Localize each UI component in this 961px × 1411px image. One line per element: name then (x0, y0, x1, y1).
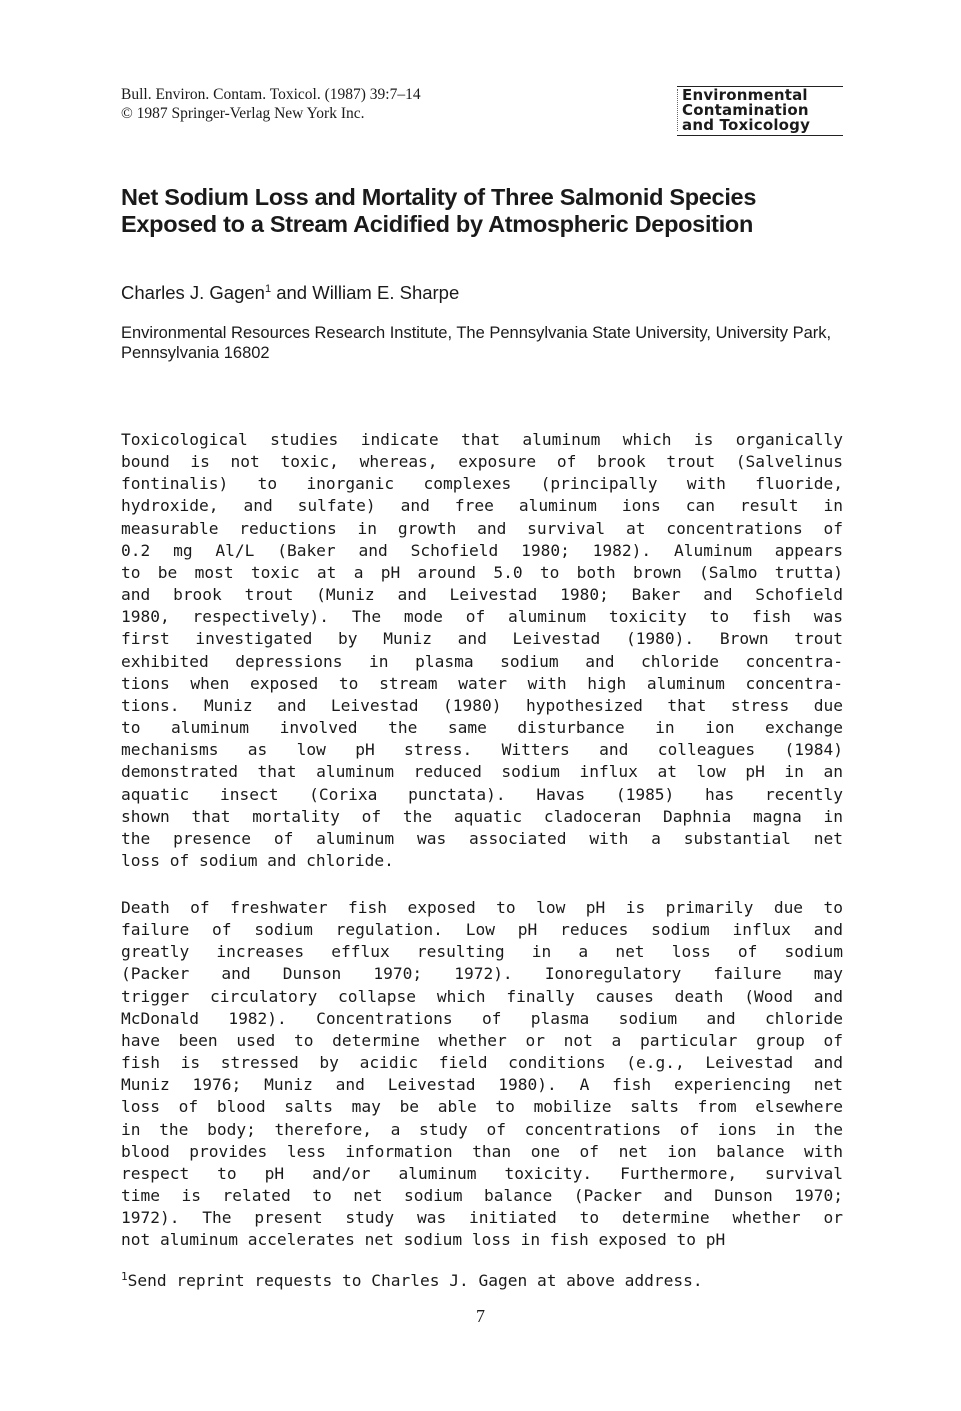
citation-block (121, 85, 421, 123)
text-line: Muniz 1976; Muniz and Leivestad 1980). A fish experiencing net (121, 1075, 843, 1095)
text-line: trigger circulatory collapse which finally causes death (Wood and (121, 986, 843, 1006)
footnote (121, 1270, 703, 1292)
text-line: 1972). The present study was initiated to determine whether or (121, 1208, 843, 1228)
author-gagen: Charles J. Gagen (121, 282, 265, 303)
page-number: 7 (476, 1306, 485, 1326)
affiliation: Environmental Resources Research Institute, The Pennsylvania State University, University Park, Pennsylvania 16802 (121, 324, 832, 362)
text-line: respect to pH and/or aluminum toxicity. Furthermore, survival (121, 1163, 843, 1183)
logo-spine-mark (677, 89, 681, 131)
text-line: fish is stressed by acidic field conditions (e.g., Leivestad and (121, 1053, 843, 1073)
footnote-text: Send reprint requests to Charles J. Gagen at above address. (127, 1271, 703, 1290)
text-line: and brook trout (Muniz and Leivestad 1980; Baker and Schofield (121, 585, 843, 605)
text-line: hydroxide, and sulfate) and free aluminum ions can result in (121, 496, 843, 516)
article-title: Net Sodium Loss and Mortality of Three Salmonid Species Exposed to a Stream Acidified by Atmospheric Deposition (121, 184, 757, 237)
text-line: blood provides less information than one of net ion balance with (121, 1141, 843, 1161)
text-line: Death of freshwater fish exposed to low pH is primarily due to (121, 898, 843, 917)
text-line: exhibited depressions in plasma sodium and chloride concentra- (121, 651, 843, 671)
text-line: tions. Muniz and Leivestad (1980) hypothesized that stress due (121, 695, 843, 715)
text-line: demonstrated that aluminum reduced sodium influx at low pH in an (121, 762, 843, 782)
logo-line-environmental: Environmental (682, 86, 808, 104)
text-line: (Packer and Dunson 1970; 1972). Ionoregulatory failure may (121, 964, 843, 984)
text-line: Toxicological studies indicate that aluminum which is organically (121, 430, 843, 449)
footnote-marker: 1 (121, 1270, 128, 1283)
text-line: not aluminum accelerates net sodium loss in fish exposed to pH (121, 1230, 726, 1250)
citation-journal-line: Bull. Environ. Contam. Toxicol. (1987) 39:7–14 (121, 86, 421, 103)
text-line: first investigated by Muniz and Leivestad (1980). Brown trout (121, 629, 843, 649)
body-paragraph-1 (121, 429, 843, 872)
text-line: the presence of aluminum was associated with a substantial net (121, 828, 843, 848)
text-line: loss of sodium and chloride. (121, 850, 394, 870)
text-line: to aluminum involved the same disturbance in ion exchange (121, 718, 843, 738)
text-line: mechanisms as low pH stress. Witters and colleagues (1984) (121, 740, 843, 760)
logo-line-toxicology: and Toxicology (682, 116, 811, 134)
author-line (121, 282, 459, 304)
text-line: bound is not toxic, whereas, exposure of brook trout (Salvelinus (121, 452, 843, 472)
text-line: shown that mortality of the aquatic cladoceran Daphnia magna in (121, 806, 843, 826)
text-line: loss of blood salts may be able to mobilize salts from elsewhere (121, 1097, 843, 1117)
body-paragraph-2 (121, 897, 843, 1252)
text-line: 0.2 mg Al/L (Baker and Schofield 1980; 1982). Aluminum appears (121, 540, 843, 560)
logo-line-contamination: Contamination (682, 101, 809, 119)
author-sharpe: and William E. Sharpe (271, 282, 460, 303)
text-line: in the body; therefore, a study of concentrations of ions in the (121, 1119, 843, 1139)
text-line: time is related to net sodium balance (Packer and Dunson 1970; (121, 1186, 843, 1206)
text-line: to be most toxic at a pH around 5.0 to both brown (Salmo trutta) (121, 562, 843, 582)
author-footnote-marker: 1 (264, 283, 272, 295)
journal-logo (677, 86, 843, 136)
text-line: McDonald 1982). Concentrations of plasma sodium and chloride (121, 1008, 843, 1028)
text-line: measurable reductions in growth and survival at concentrations of (121, 518, 843, 538)
text-line: 1980, respectively). The mode of aluminum toxicity to fish was (121, 607, 843, 627)
text-line: greatly increases efflux resulting in a net loss of sodium (121, 942, 843, 962)
logo-bottom-rule (677, 135, 843, 136)
copyright-line: © 1987 Springer-Verlag New York Inc. (121, 105, 365, 122)
text-line: fontinalis) to inorganic complexes (principally with fluoride, (121, 474, 843, 494)
text-line: failure of sodium regulation. Low pH reduces sodium influx and (121, 920, 843, 940)
text-line: aquatic insect (Corixa punctata). Havas (1985) has recently (121, 784, 843, 804)
text-line: tions when exposed to stream water with high aluminum concentra- (121, 673, 843, 693)
text-line: have been used to determine whether or not a particular group of (121, 1030, 843, 1050)
